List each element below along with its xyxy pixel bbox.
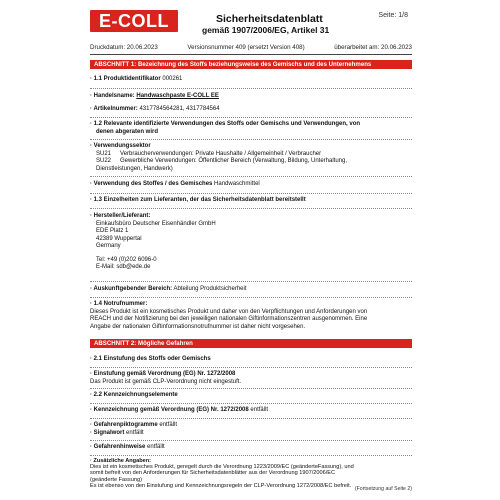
divider — [90, 139, 412, 140]
relevant-uses-heading: · 1.2 Relevante identifizierte Verwendungen des Stoffs oder Gemischs und Verwendungen, von denen abgeraten wird — [90, 121, 361, 135]
clp-classification: · Einstufung gemäß Verordnung (EG) Nr. 1272/2008 Das Produkt ist gemäß CLP-Verordnung nicht eingestuft. — [90, 371, 242, 385]
classification-heading: · 2.1 Einstufung des Stoffs oder Gemischs — [90, 356, 211, 362]
document-subtitle: gemäß 1907/2006/EG, Artikel 31 — [202, 25, 330, 35]
divider — [90, 388, 412, 389]
divider — [90, 455, 412, 456]
use-sector: · Verwendungssektor SU21 Verbraucherverwendungen: Private Haushalte / Allgemeinheit / Verbraucher SU22 Gewerbliche Verwendungen: Öffentlicher Bereich (Verwaltung, Bildung, Unterhaltung, Dienstleistungen, Handwerk) — [90, 143, 348, 172]
divider — [90, 176, 412, 177]
divider — [90, 88, 412, 89]
divider — [90, 440, 412, 441]
product-identifier: · 1.1 Produktidentifikator 000261 — [90, 76, 183, 82]
page-number: Seite: 1/8 — [378, 12, 408, 19]
section-1-bar: ABSCHNITT 1: Bezeichnung des Stoffs beziehungsweise des Gemischs und des Unternehmens — [90, 60, 412, 69]
print-date: Druckdatum: 20.06.2023 — [90, 44, 158, 51]
divider — [90, 418, 412, 419]
pictograms-signal: · Gefahrenpiktogramme entfällt · Signalwort entfällt — [90, 422, 178, 436]
trade-name: · Handelsname: Handwaschpaste E-COLL EE — [90, 93, 219, 99]
use-of-substance: · Verwendung des Stoffes / des Gemisches Handwaschmittel — [90, 181, 260, 187]
divider — [90, 208, 412, 209]
divider — [90, 117, 412, 118]
brand-logo: E-COLL — [90, 10, 178, 32]
label-elements: · 2.2 Kennzeichnungselemente — [90, 392, 178, 398]
divider — [90, 367, 412, 368]
document-title: Sicherheitsdatenblatt — [216, 13, 323, 25]
supplier-heading: · 1.3 Einzelheiten zum Lieferanten, der das Sicherheitsdatenblatt bereitstellt — [90, 197, 306, 203]
info-department: · Auskunftgebender Bereich: Abteilung Produktsicherheit — [90, 286, 247, 292]
divider — [90, 297, 412, 298]
emergency-number: · 1.4 Notrufnummer: Dieses Produkt ist ein kosmetisches Produkt und daher von den Verpflichtungen und Anforderungen von REACH und der Notifizierung bei den jeweiligen nationalen Giftinformationszentren ausgenommen. Eine Angabe der nationalen Giftinformationsnotrufnummer ist daher nicht vorgesehen. — [90, 301, 368, 330]
section-2-bar: ABSCHNITT 2: Mögliche Gefahren — [90, 339, 412, 348]
header-divider — [90, 54, 412, 55]
hazard-statements: · Gefahrenhinweise entfällt — [90, 444, 165, 450]
version-number: Versionsnummer 409 (ersetzt Version 408) — [187, 44, 305, 51]
labelling: · Kennzeichnung gemäß Verordnung (EG) Nr. 1272/2008 entfällt — [90, 407, 269, 413]
additional-info: · Zusätzliche Angaben: Dies ist ein kosmetisches Produkt, geregelt durch die Verordnung 1223/2009/EC (geänderteFassung), und somit befreit von den Anforderungen für Sicherheitsdatenblätter aus der Verordnung 1907/2006/EC (geänderte Fassung) Es ist ebenso von den Einstufung und Kennzeichnungsregeln der CLP-Verordnung 1272/2008/EC befreit. — [90, 458, 354, 489]
manufacturer-address: · Hersteller/Lieferant: Einkaufsbüro Deutscher Eisenhändler GmbH EDE Platz 1 42389 Wuppertal Germany Tel: +49 (0)202 6096-0 E-Mail: sdb@ede.de — [90, 213, 216, 270]
revision-date: überarbeitet am: 20.06.2023 — [334, 44, 412, 51]
continued-note: (Fortsetzung auf Seite 2) — [354, 486, 412, 492]
divider — [90, 281, 412, 282]
article-number: · Artikelnummer: 4317784564281, 4317784564 — [90, 106, 220, 112]
meta-row — [90, 44, 412, 51]
divider — [90, 403, 412, 404]
divider — [90, 193, 412, 194]
